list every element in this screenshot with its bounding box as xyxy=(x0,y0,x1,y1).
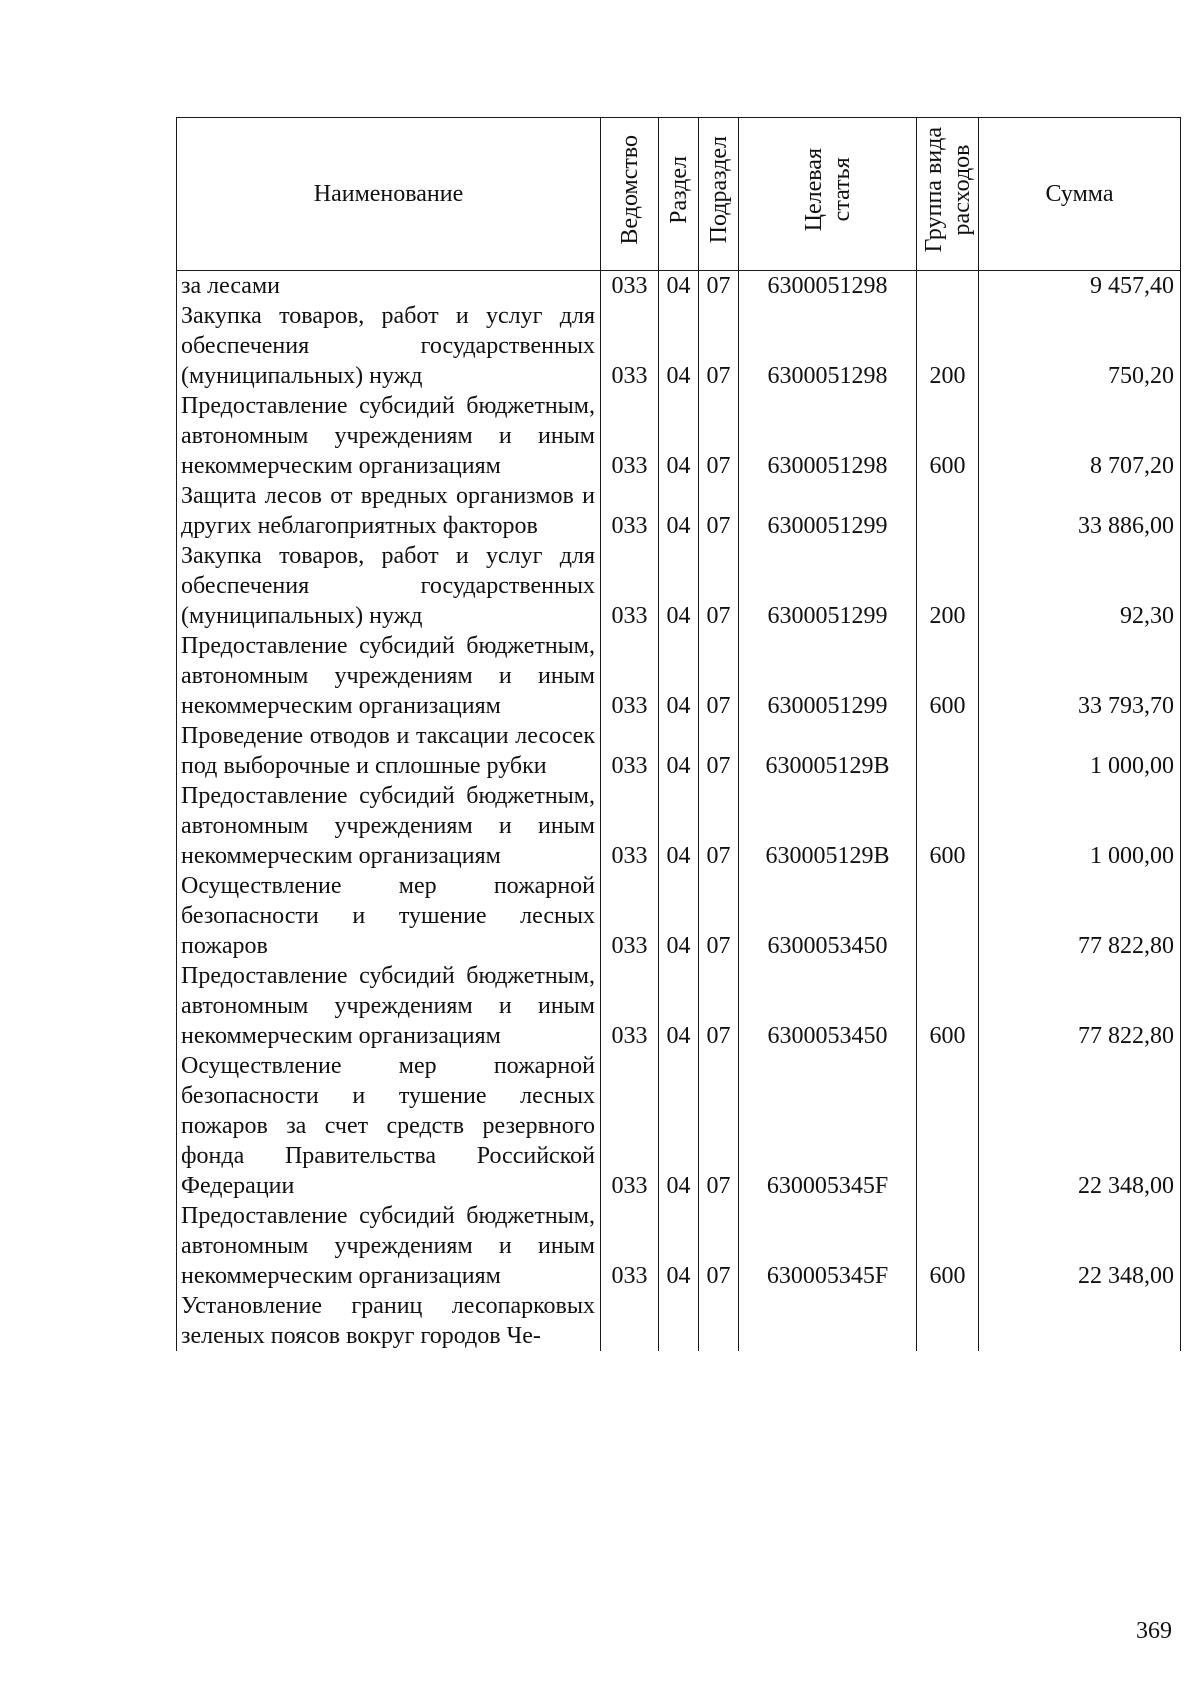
row-name: Закупка товаров, работ и услуг для обеспечения государственных (муниципальных) нужд xyxy=(177,301,601,391)
row-vedomstvo xyxy=(601,1291,659,1351)
table-header xyxy=(177,118,1181,271)
row-razdel: 04 xyxy=(659,1051,699,1201)
row-vedomstvo: 033 xyxy=(601,961,659,1051)
row-summa: 77 822,80 xyxy=(979,871,1181,961)
row-podrazdel: 07 xyxy=(699,721,739,781)
row-razdel xyxy=(659,1291,699,1351)
budget-table xyxy=(176,117,1181,1351)
row-summa: 33 793,70 xyxy=(979,631,1181,721)
row-gruppa-vida xyxy=(917,1051,979,1201)
row-vedomstvo: 033 xyxy=(601,541,659,631)
row-name: Осуществление мер пожарной безопасности и тушение лесных пожаров xyxy=(177,871,601,961)
row-razdel: 04 xyxy=(659,781,699,871)
row-summa: 77 822,80 xyxy=(979,961,1181,1051)
table-row xyxy=(177,961,1181,1051)
row-summa: 1 000,00 xyxy=(979,721,1181,781)
header-vedomstvo: Ведомство xyxy=(601,118,659,271)
row-gruppa-vida: 600 xyxy=(917,781,979,871)
row-name: Предоставление субсидий бюджетным, автономным учреждениям и иным некоммерческим организациям xyxy=(177,961,601,1051)
row-razdel: 04 xyxy=(659,631,699,721)
row-razdel: 04 xyxy=(659,961,699,1051)
row-vedomstvo: 033 xyxy=(601,391,659,481)
row-name: Предоставление субсидий бюджетным, автономным учреждениям и иным некоммерческим организациям xyxy=(177,1201,601,1291)
row-celevaya-statya: 630005129В xyxy=(739,721,917,781)
row-summa: 22 348,00 xyxy=(979,1201,1181,1291)
row-celevaya-statya: 630005345F xyxy=(739,1201,917,1291)
row-razdel: 04 xyxy=(659,271,699,302)
row-razdel: 04 xyxy=(659,391,699,481)
header-razdel: Раздел xyxy=(659,118,699,271)
row-vedomstvo: 033 xyxy=(601,781,659,871)
row-summa: 22 348,00 xyxy=(979,1051,1181,1201)
row-vedomstvo: 033 xyxy=(601,631,659,721)
row-gruppa-vida xyxy=(917,721,979,781)
row-celevaya-statya: 6300053450 xyxy=(739,961,917,1051)
row-gruppa-vida: 600 xyxy=(917,961,979,1051)
row-podrazdel: 07 xyxy=(699,1201,739,1291)
table-row xyxy=(177,301,1181,391)
table-row xyxy=(177,721,1181,781)
row-podrazdel: 07 xyxy=(699,481,739,541)
row-podrazdel: 07 xyxy=(699,781,739,871)
row-celevaya-statya: 6300051298 xyxy=(739,391,917,481)
table-row xyxy=(177,871,1181,961)
row-podrazdel xyxy=(699,1291,739,1351)
row-gruppa-vida: 600 xyxy=(917,391,979,481)
row-summa: 8 707,20 xyxy=(979,391,1181,481)
row-summa: 33 886,00 xyxy=(979,481,1181,541)
row-summa: 750,20 xyxy=(979,301,1181,391)
row-gruppa-vida xyxy=(917,481,979,541)
row-name: Установление границ лесопарковых зеленых поясов вокруг городов Че- xyxy=(177,1291,601,1351)
row-razdel: 04 xyxy=(659,1201,699,1291)
row-name: Предоставление субсидий бюджетным, автономным учреждениям и иным некоммерческим организациям xyxy=(177,391,601,481)
row-podrazdel: 07 xyxy=(699,271,739,302)
table-row xyxy=(177,271,1181,302)
row-name: Предоставление субсидий бюджетным, автономным учреждениям и иным некоммерческим организациям xyxy=(177,631,601,721)
row-gruppa-vida: 600 xyxy=(917,631,979,721)
row-gruppa-vida: 600 xyxy=(917,1201,979,1291)
row-podrazdel: 07 xyxy=(699,391,739,481)
table-row xyxy=(177,481,1181,541)
row-name: Предоставление субсидий бюджетным, автономным учреждениям и иным некоммерческим организациям xyxy=(177,781,601,871)
row-celevaya-statya xyxy=(739,1291,917,1351)
row-vedomstvo: 033 xyxy=(601,1051,659,1201)
row-celevaya-statya: 6300051299 xyxy=(739,631,917,721)
table-row xyxy=(177,631,1181,721)
row-podrazdel: 07 xyxy=(699,631,739,721)
row-celevaya-statya: 6300051298 xyxy=(739,301,917,391)
row-celevaya-statya: 6300051298 xyxy=(739,271,917,302)
row-name: Закупка товаров, работ и услуг для обеспечения государственных (муниципальных) нужд xyxy=(177,541,601,631)
row-celevaya-statya: 6300053450 xyxy=(739,871,917,961)
header-row xyxy=(177,118,1181,271)
row-vedomstvo: 033 xyxy=(601,721,659,781)
row-vedomstvo: 033 xyxy=(601,271,659,302)
header-summa: Сумма xyxy=(979,118,1181,271)
table-row xyxy=(177,1201,1181,1291)
row-razdel: 04 xyxy=(659,721,699,781)
header-podrazdel: Подраздел xyxy=(699,118,739,271)
table-row xyxy=(177,541,1181,631)
row-podrazdel: 07 xyxy=(699,1051,739,1201)
table-row xyxy=(177,1291,1181,1351)
row-razdel: 04 xyxy=(659,481,699,541)
row-name: Осуществление мер пожарной безопасности и тушение лесных пожаров за счет средств резервного фонда Правительства Российской Федерации xyxy=(177,1051,601,1201)
header-gruppa-vida-rashodov: Группа вида расходов xyxy=(917,118,979,271)
row-summa xyxy=(979,1291,1181,1351)
row-podrazdel: 07 xyxy=(699,871,739,961)
row-vedomstvo: 033 xyxy=(601,481,659,541)
row-summa: 92,30 xyxy=(979,541,1181,631)
row-gruppa-vida xyxy=(917,1291,979,1351)
row-vedomstvo: 033 xyxy=(601,871,659,961)
row-celevaya-statya: 630005129В xyxy=(739,781,917,871)
row-razdel: 04 xyxy=(659,541,699,631)
row-celevaya-statya: 6300051299 xyxy=(739,541,917,631)
row-summa: 1 000,00 xyxy=(979,781,1181,871)
header-name: Наименование xyxy=(177,118,601,271)
row-podrazdel: 07 xyxy=(699,301,739,391)
row-name: за лесами xyxy=(177,271,601,302)
row-vedomstvo: 033 xyxy=(601,1201,659,1291)
row-celevaya-statya: 630005345F xyxy=(739,1051,917,1201)
row-razdel: 04 xyxy=(659,871,699,961)
row-gruppa-vida xyxy=(917,871,979,961)
table-row xyxy=(177,1051,1181,1201)
row-name: Проведение отводов и таксации лесосек под выборочные и сплошные рубки xyxy=(177,721,601,781)
row-gruppa-vida: 200 xyxy=(917,541,979,631)
table-body xyxy=(177,271,1181,1352)
row-podrazdel: 07 xyxy=(699,961,739,1051)
row-summa: 9 457,40 xyxy=(979,271,1181,302)
row-vedomstvo: 033 xyxy=(601,301,659,391)
row-name: Защита лесов от вредных организмов и других неблагоприятных факторов xyxy=(177,481,601,541)
row-gruppa-vida: 200 xyxy=(917,301,979,391)
page-number: 369 xyxy=(1136,1618,1172,1644)
table-row xyxy=(177,391,1181,481)
table-row xyxy=(177,781,1181,871)
row-gruppa-vida xyxy=(917,271,979,302)
row-razdel: 04 xyxy=(659,301,699,391)
row-celevaya-statya: 6300051299 xyxy=(739,481,917,541)
row-podrazdel: 07 xyxy=(699,541,739,631)
header-celevaya-statya: Целевая статья xyxy=(739,118,917,271)
